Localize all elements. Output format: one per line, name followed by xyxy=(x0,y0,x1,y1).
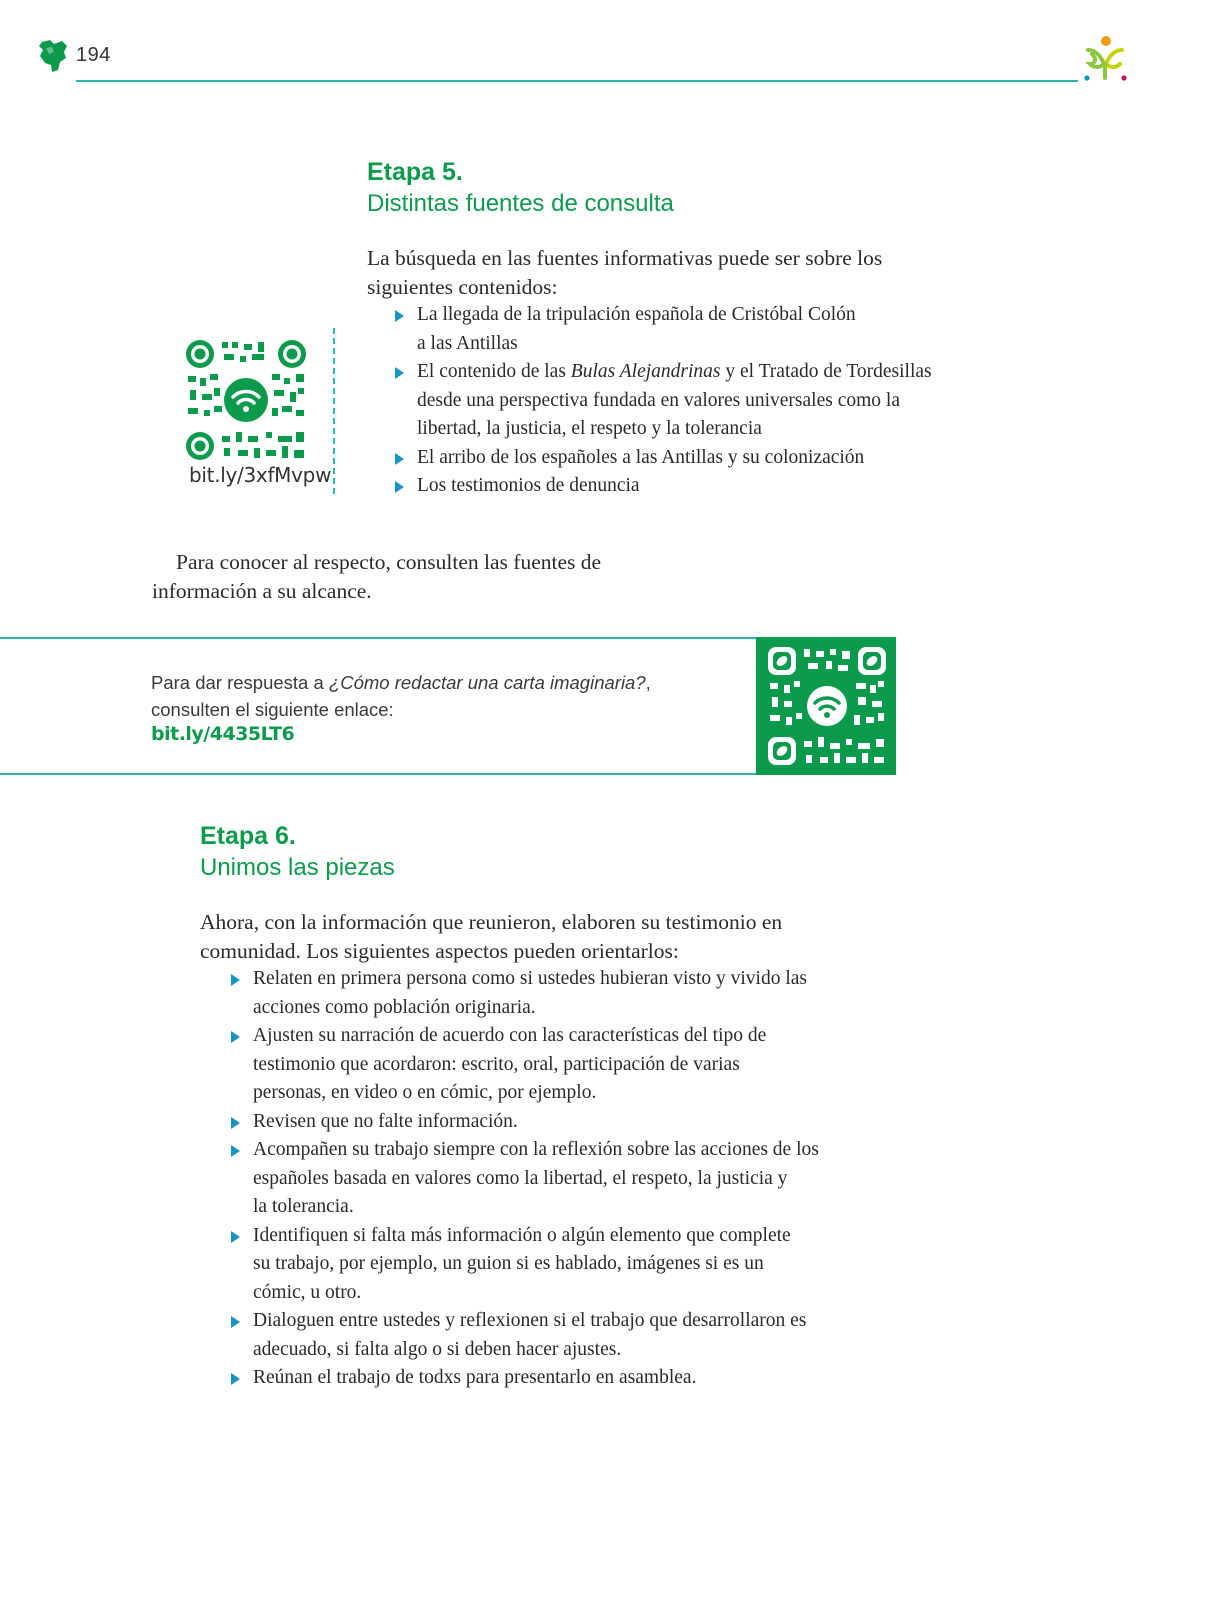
etapa5-bullet-list xyxy=(392,301,1012,501)
list-item xyxy=(392,358,1012,444)
etapa5-title: Etapa 5. xyxy=(367,158,463,186)
banner-top-rule xyxy=(0,637,760,639)
etapa5-intro-line: siguientes contenidos: xyxy=(367,274,558,299)
banner-link[interactable]: bit.ly/4435LT6 xyxy=(151,723,295,745)
bullet-arrow-icon xyxy=(231,1117,240,1129)
bullet-arrow-icon xyxy=(231,1031,240,1043)
list-item xyxy=(228,1022,928,1108)
list-item-line: Ajusten su narración de acuerdo con las características del tipo de xyxy=(253,1025,767,1046)
link-banner xyxy=(0,637,896,775)
list-item xyxy=(228,1307,928,1364)
etapa5-intro xyxy=(367,244,1067,301)
banner-qr-box xyxy=(756,637,896,775)
list-item-line: su trabajo, por ejemplo, un guion si es hablado, imágenes si es un xyxy=(253,1253,764,1274)
dashed-divider xyxy=(333,328,335,494)
qr-code-icon[interactable] xyxy=(768,647,886,765)
bullet-arrow-icon xyxy=(395,481,404,493)
list-item-line: El arribo de los españoles a las Antillas y su colonización xyxy=(417,446,865,468)
list-item-line: la tolerancia. xyxy=(253,1196,354,1217)
paragraph-line: Para conocer al respecto, consulten las fuentes de xyxy=(176,550,602,574)
list-item-line: españoles basada en valores como la libertad, el respeto, la justicia y xyxy=(253,1167,788,1189)
book-logo-icon xyxy=(1080,34,1130,84)
banner-line: consulten el siguiente enlace: xyxy=(151,699,394,720)
bullet-arrow-icon xyxy=(231,1373,240,1385)
list-item-line: a las Antillas xyxy=(417,332,518,354)
list-item xyxy=(228,965,928,1022)
etapa6-title: Etapa 6. xyxy=(200,822,296,850)
list-item-line: cómic, u otro. xyxy=(253,1281,362,1303)
page-number: 194 xyxy=(76,44,111,66)
list-item xyxy=(392,301,1012,358)
etapa5-subtitle: Distintas fuentes de consulta xyxy=(367,190,674,217)
list-item-line: testimonio que acordaron: escrito, oral, participación de varias xyxy=(253,1053,740,1075)
list-item-line: adecuado, si falta algo o si deben hacer ajustes. xyxy=(253,1338,622,1360)
etapa6-bullet-list xyxy=(228,965,928,1393)
list-item xyxy=(228,1364,928,1393)
etapa5-paragraph xyxy=(152,548,712,605)
bullet-arrow-icon xyxy=(395,453,404,465)
list-item xyxy=(228,1136,928,1222)
list-item-line: personas, en video o en cómic, por ejemplo. xyxy=(253,1082,597,1103)
bullet-arrow-icon xyxy=(395,367,404,379)
list-item-line: desde una perspectiva fundada en valores universales como la xyxy=(417,389,900,411)
list-item-line: libertad, la justicia, el respeto y la tolerancia xyxy=(417,418,762,439)
list-item-line: El contenido de las Bulas Alejandrinas y el Tratado de Tordesillas xyxy=(417,361,932,382)
map-icon xyxy=(36,38,70,74)
list-item xyxy=(392,444,1012,473)
etapa6-intro-line: comunidad. Los siguientes aspectos pueden orientarlos: xyxy=(200,938,679,963)
list-item-line: Los testimonios de denuncia xyxy=(417,475,640,496)
etapa6-subtitle: Unimos las piezas xyxy=(200,854,395,881)
etapa5-intro-line: La búsqueda en las fuentes informativas puede ser sobre los xyxy=(367,246,883,270)
banner-bottom-rule xyxy=(0,773,760,775)
bullet-arrow-icon xyxy=(231,1145,240,1157)
list-item-line: Identifiquen si falta más información o algún elemento que complete xyxy=(253,1224,791,1246)
bullet-arrow-icon xyxy=(395,310,404,322)
paragraph-line: información a su alcance. xyxy=(152,578,372,603)
list-item xyxy=(228,1222,928,1308)
qr-code-icon[interactable] xyxy=(186,340,306,460)
bullet-arrow-icon xyxy=(231,1316,240,1328)
list-item-line: Acompañen su trabajo siempre con la reflexión sobre las acciones de los xyxy=(253,1139,819,1160)
list-item-line: La llegada de la tripulación española de Cristóbal Colón xyxy=(417,304,856,325)
header-rule xyxy=(76,80,1078,82)
list-item xyxy=(228,1108,928,1137)
list-item-line: acciones como población originaria. xyxy=(253,996,536,1018)
list-item xyxy=(392,472,1012,501)
list-item-line: Revisen que no falte información. xyxy=(253,1110,518,1132)
banner-text xyxy=(151,669,651,723)
qr-link-etapa5[interactable]: bit.ly/3xfMvpw xyxy=(189,463,332,487)
list-item-line: Reúnan el trabajo de todxs para presentarlo en asamblea. xyxy=(253,1367,697,1388)
bullet-arrow-icon xyxy=(231,974,240,986)
etapa6-intro xyxy=(200,908,960,965)
etapa6-intro-line: Ahora, con la información que reunieron, elaboren su testimonio en xyxy=(200,910,783,934)
bullet-arrow-icon xyxy=(231,1231,240,1243)
banner-line: Para dar respuesta a ¿Cómo redactar una carta imaginaria?, xyxy=(151,672,651,693)
list-item-line: Dialoguen entre ustedes y reflexionen si el trabajo que desarrollaron es xyxy=(253,1310,807,1331)
list-item-line: Relaten en primera persona como si ustedes hubieran visto y vivido las xyxy=(253,968,807,989)
